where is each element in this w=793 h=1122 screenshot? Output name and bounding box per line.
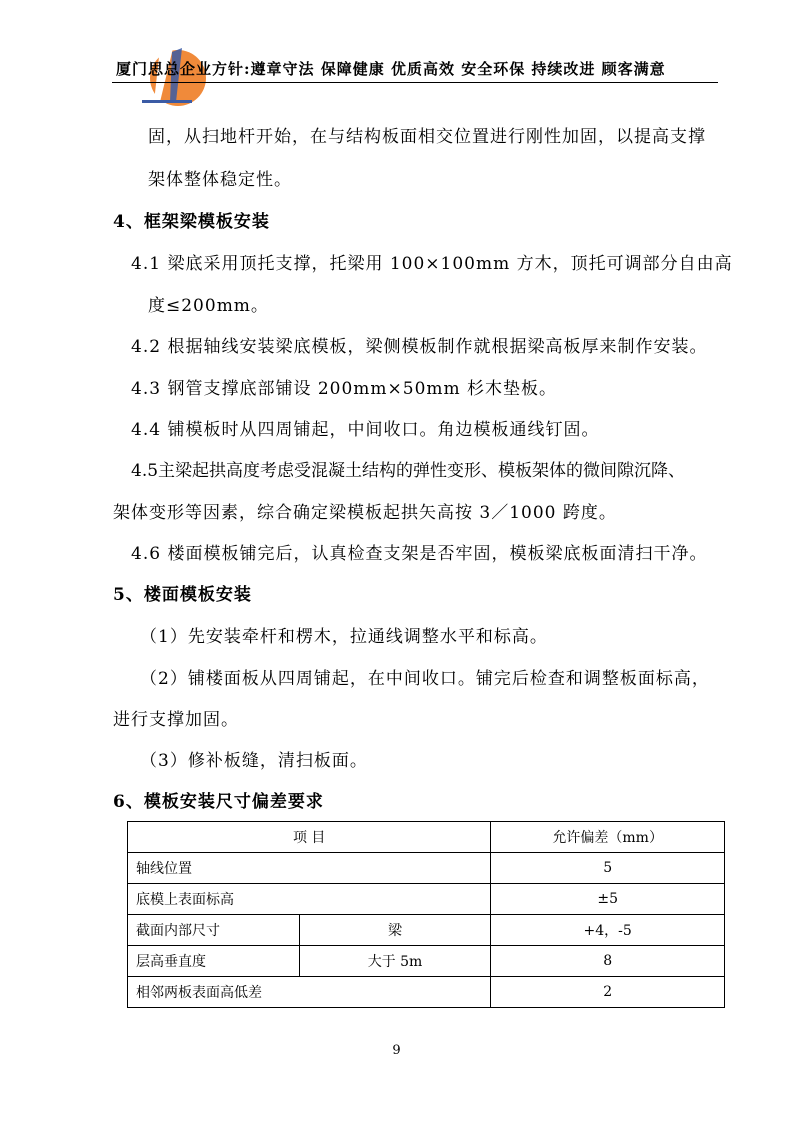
- table-header-row: [128, 822, 725, 853]
- paragraph-line: 4.3 钢管支撑底部铺设 200mm×50mm 杉木垫板。: [131, 379, 558, 399]
- paragraph-line: 度≤200mm。: [148, 296, 269, 316]
- paragraph-line: 固，从扫地杆开始，在与结构板面相交位置进行刚性加固，以提高支撑: [148, 127, 706, 147]
- paragraph-line: 架体变形等因素，综合确定梁模板起拱矢高按 3／1000 跨度。: [113, 503, 617, 523]
- table-cell-item: 相邻两板表面高低差: [128, 977, 491, 1008]
- table-cell-tolerance: ±5: [491, 884, 725, 915]
- paragraph-line: 4.2 根据轴线安装梁底模板，梁侧模板制作就根据梁高板厚来制作安装。: [131, 337, 708, 357]
- paragraph-line: 4.5主梁起拱高度考虑受混凝土结构的弹性变形、模板架体的微间隙沉降、: [131, 461, 686, 481]
- tolerance-table: [127, 821, 725, 1008]
- table-row: [128, 884, 725, 915]
- paragraph-line: （2）铺楼面板从四周铺起，在中间收口。铺完后检查和调整板面标高，: [140, 669, 710, 689]
- paragraph-line: 4.1 梁底采用顶托支撑，托梁用 100×100mm 方木，顶托可调部分自由高: [131, 254, 733, 274]
- table-row: [128, 853, 725, 884]
- table-cell-tolerance: 8: [491, 946, 725, 977]
- table-row: [128, 977, 725, 1008]
- paragraph-line: 4.6 楼面模板铺完后，认真检查支架是否牢固，模板梁底板面清扫干净。: [131, 544, 708, 564]
- table-row: [128, 946, 725, 977]
- table-cell-item: 底模上表面标高: [128, 884, 491, 915]
- table-cell-tolerance: 5: [491, 853, 725, 884]
- table-cell-tolerance: +4，-5: [491, 915, 725, 946]
- header-policy-text: 厦门思总企业方针:遵章守法 保障健康 优质高效 安全环保 持续改进 顾客满意: [116, 60, 666, 78]
- table-cell-sub: 梁: [299, 915, 491, 946]
- page-number: 9: [392, 1043, 401, 1058]
- section-heading-6: 6、模板安装尺寸偏差要求: [113, 792, 324, 812]
- section-heading-5: 5、楼面模板安装: [113, 585, 252, 605]
- table-cell-sub: 大于 5m: [299, 946, 491, 977]
- page-header: [112, 56, 718, 83]
- table-cell-item: 层高垂直度: [128, 946, 300, 977]
- paragraph-line: （3）修补板缝，清扫板面。: [140, 751, 368, 771]
- section-heading-4: 4、框架梁模板安装: [113, 212, 270, 232]
- table-cell-item: 轴线位置: [128, 853, 491, 884]
- paragraph-line: 架体整体稳定性。: [148, 170, 292, 190]
- paragraph-line: 进行支撑加固。: [113, 710, 239, 730]
- table-row: [128, 915, 725, 946]
- table-cell-item: 截面内部尺寸: [128, 915, 300, 946]
- table-cell-tolerance: 2: [491, 977, 725, 1008]
- table-header-item: 项 目: [128, 822, 491, 853]
- paragraph-line: 4.4 铺模板时从四周铺起，中间收口。角边模板通线钉固。: [131, 420, 600, 440]
- paragraph-line: （1）先安装牵杆和楞木，拉通线调整水平和标高。: [140, 627, 548, 647]
- table-header-tolerance: 允许偏差（mm）: [491, 822, 725, 853]
